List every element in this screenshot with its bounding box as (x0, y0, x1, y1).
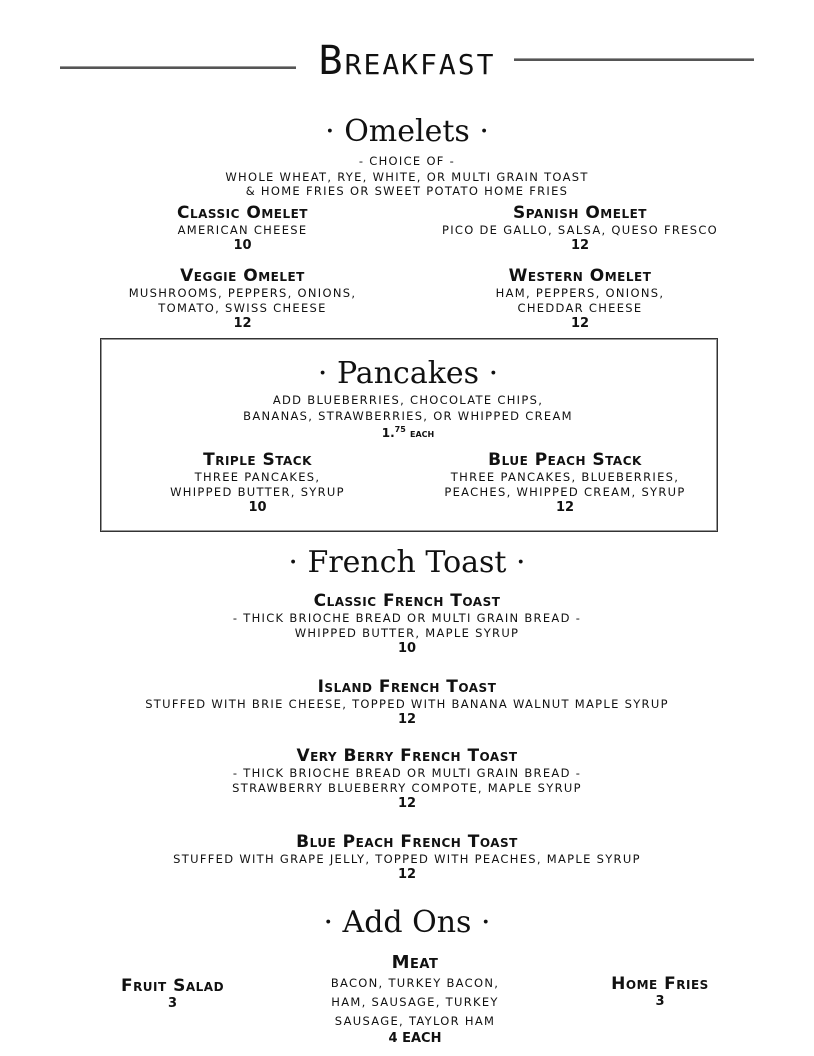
menu-item-home-fries (580, 974, 740, 1009)
item-name: Island French Toast (317, 677, 497, 697)
menu-item-very-berry-french-toast (0, 746, 814, 811)
item-name: Very Berry French Toast (296, 746, 518, 766)
pancakes-add-line1: ADD BLUEBERRIES, CHOCOLATE CHIPS, (272, 393, 544, 407)
item-desc: TOMATO, SWISS CHEESE (158, 301, 327, 315)
item-desc: THREE PANCAKES, BLUEBERRIES, (450, 470, 680, 484)
omelets-choice-line1: WHOLE WHEAT, RYE, WHITE, OR MULTI GRAIN TOAST (225, 170, 589, 184)
item-desc: STUFFED WITH BRIE CHEESE, TOPPED WITH BANANA WALNUT MAPLE SYRUP (145, 697, 669, 711)
item-name: Fruit Salad (120, 976, 225, 996)
item-name: Classic French Toast (313, 591, 501, 611)
item-desc: PEACHES, WHIPPED CREAM, SYRUP (444, 485, 686, 499)
menu-item-spanish-omelet (410, 203, 750, 253)
item-price: 10 (233, 238, 252, 253)
item-price: 4 EACH (388, 1031, 442, 1046)
pancakes-heading (100, 356, 716, 391)
bullet-dot: · (317, 356, 337, 391)
item-price: 12 (570, 316, 590, 331)
item-price: 12 (397, 796, 417, 811)
item-name: Spanish Omelet (513, 203, 647, 223)
bullet-dot: · (323, 905, 343, 940)
item-name: Blue Peach French Toast (296, 832, 518, 852)
item-price: 12 (570, 238, 590, 253)
item-desc: STRAWBERRY BLUEBERRY COMPOTE, MAPLE SYRUP (232, 781, 582, 795)
item-name: Triple Stack (203, 450, 312, 470)
item-price: 12 (555, 500, 575, 515)
bullet-dot: · (288, 545, 308, 580)
omelets-title: Omelets (344, 114, 470, 149)
item-desc: WHIPPED BUTTER, SYRUP (170, 485, 345, 499)
bullet-dot: · (471, 905, 491, 940)
bullet-dot: · (325, 114, 345, 149)
add-price-suffix: EACH (410, 430, 435, 439)
menu-item-classic-omelet (100, 203, 385, 253)
bullet-dot: · (506, 545, 526, 580)
menu-item-fruit-salad (90, 976, 255, 1011)
item-desc: - THICK BRIOCHE BREAD OR MULTI GRAIN BREAD - (232, 766, 582, 780)
omelets-heading (0, 114, 814, 149)
item-name: Home Fries (611, 974, 709, 994)
bullet-dot: · (479, 356, 499, 391)
bullet-dot: · (469, 114, 489, 149)
add-price-main: 1. (381, 426, 395, 440)
item-price: 10 (397, 641, 417, 656)
omelets-choice-line2: & HOME FRIES OR SWEET POTATO HOME FRIES (245, 184, 569, 198)
item-desc: STUFFED WITH GRAPE JELLY, TOPPED WITH PEACHES, MAPLE SYRUP (173, 852, 641, 866)
item-name: Veggie Omelet (180, 266, 305, 286)
add-ons-title: Add Ons (342, 905, 472, 940)
menu-item-western-omelet (430, 266, 730, 331)
menu-item-triple-stack (130, 450, 385, 515)
french-toast-heading (0, 545, 814, 580)
add-ons-heading (0, 905, 814, 940)
header-rule-left (60, 66, 296, 69)
item-price: 3 (655, 994, 665, 1009)
pancakes-title: Pancakes (336, 356, 480, 391)
menu-item-blue-peach-stack (410, 450, 720, 515)
menu-item-meat (300, 952, 530, 1046)
omelets-choice-label: - CHOICE OF - (358, 154, 456, 168)
item-desc: HAM, SAUSAGE, TURKEY (331, 995, 499, 1009)
menu-item-veggie-omelet (95, 266, 390, 331)
item-desc: MUSHROOMS, PEPPERS, ONIONS, (128, 286, 357, 300)
item-desc: BACON, TURKEY BACON, (330, 976, 500, 990)
menu-item-blue-peach-french-toast (0, 832, 814, 882)
item-desc: SAUSAGE, TAYLOR HAM (334, 1014, 496, 1028)
item-desc: - THICK BRIOCHE BREAD OR MULTI GRAIN BREAD - (232, 611, 582, 625)
item-price: 12 (233, 316, 252, 331)
menu-item-classic-french-toast (0, 591, 814, 656)
item-desc: CHEDDAR CHEESE (517, 301, 643, 315)
pancakes-add-line2: BANANAS, STRAWBERRIES, OR WHIPPED CREAM (243, 409, 573, 423)
french-toast-title: French Toast (307, 545, 507, 580)
item-price: 12 (397, 867, 417, 882)
item-price: 12 (397, 712, 417, 727)
item-price: 3 (167, 996, 178, 1011)
page-title: Breakfast (318, 38, 496, 84)
item-name: Blue Peach Stack (488, 450, 642, 470)
item-desc: THREE PANCAKES, (194, 470, 321, 484)
item-desc: AMERICAN CHEESE (177, 223, 308, 237)
item-desc: WHIPPED BUTTER, MAPLE SYRUP (294, 626, 520, 640)
item-desc: PICO DE GALLO, SALSA, QUESO FRESCO (441, 223, 719, 237)
item-price: 10 (248, 500, 267, 515)
pancakes-add-price (100, 425, 716, 440)
header-rule-right (514, 58, 754, 61)
item-desc: HAM, PEPPERS, ONIONS, (495, 286, 665, 300)
menu-item-island-french-toast (0, 677, 814, 727)
item-name: Classic Omelet (177, 203, 308, 223)
add-price-cents: 75 (394, 425, 406, 434)
item-name: Meat (391, 952, 439, 973)
item-name: Western Omelet (508, 266, 652, 286)
